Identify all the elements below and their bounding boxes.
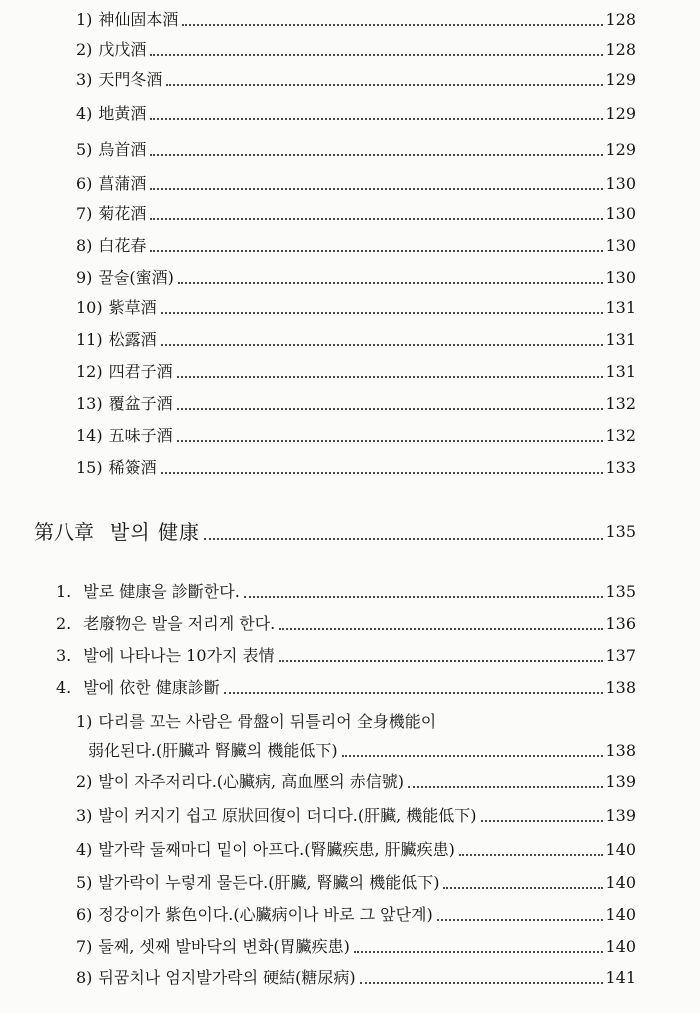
item-title: 발이 커지기 쉽고 原狀回復이 더디다.(肝臟, 機能低下) <box>98 806 477 825</box>
section-title: 발로 健康을 診斷한다. <box>83 582 240 601</box>
item-number: 3) <box>76 806 93 825</box>
dot-leader <box>161 343 604 346</box>
list-item <box>76 236 636 256</box>
section-item <box>56 678 636 698</box>
page-number: 138 <box>605 741 636 760</box>
section-number: 3. <box>56 646 72 665</box>
page-number: 131 <box>605 362 636 381</box>
dot-leader <box>354 950 604 953</box>
item-number: 7) <box>76 937 93 956</box>
dot-leader <box>443 886 603 889</box>
list-item <box>76 10 636 30</box>
dot-leader <box>279 659 604 662</box>
item-title: 松露酒 <box>108 330 157 349</box>
dot-leader <box>177 407 604 410</box>
page-number: 131 <box>605 330 636 349</box>
page-number: 129 <box>605 140 636 159</box>
item-title: 五味子酒 <box>108 426 173 445</box>
dot-leader <box>244 595 604 598</box>
subsection-item <box>76 840 636 860</box>
item-number: 5) <box>76 873 93 892</box>
item-title: 稀簽酒 <box>108 458 157 477</box>
page-number: 141 <box>605 968 636 987</box>
subsection-continuation <box>88 741 636 761</box>
dot-leader <box>161 311 604 314</box>
section-number: 1. <box>56 582 72 601</box>
subsection-item <box>76 968 636 988</box>
item-number: 2) <box>76 772 93 791</box>
item-number: 6) <box>76 905 93 924</box>
list-item <box>76 362 636 382</box>
dot-leader <box>161 471 604 474</box>
page-number: 129 <box>605 70 636 89</box>
dot-leader <box>177 375 604 378</box>
list-item <box>76 426 636 446</box>
dot-leader <box>437 918 604 921</box>
page-number: 140 <box>605 840 636 859</box>
chapter-label: 第八章 <box>34 520 94 544</box>
item-title: 覆盆子酒 <box>108 394 173 413</box>
list-item <box>76 40 636 60</box>
page-number: 129 <box>605 104 636 123</box>
item-number: 6) <box>76 174 93 193</box>
list-item <box>76 104 636 124</box>
page-number: 136 <box>605 614 636 633</box>
dot-leader <box>150 249 603 252</box>
dot-leader <box>150 117 603 120</box>
page-number: 133 <box>605 458 636 477</box>
section-title: 老廢物은 발을 저리게 한다. <box>83 614 276 633</box>
item-number: 14) <box>76 426 103 445</box>
item-title: 地黃酒 <box>98 104 147 123</box>
page-number: 135 <box>605 522 636 541</box>
item-number: 4) <box>76 104 93 123</box>
dot-leader <box>408 785 603 788</box>
chapter-title: 발의 健康 <box>110 520 200 544</box>
item-title: 다리를 꼬는 사람은 骨盤이 뒤틀리어 全身機能이 <box>98 712 437 731</box>
list-item <box>76 174 636 194</box>
item-title: 菖蒲酒 <box>98 174 147 193</box>
item-number: 1) <box>76 10 93 29</box>
item-number: 8) <box>76 236 93 255</box>
chapter-heading <box>34 520 636 544</box>
subsection-item <box>76 937 636 957</box>
list-item <box>76 458 636 478</box>
dot-leader <box>182 23 603 26</box>
item-title: 발이 자주저리다.(心臟病, 高血壓의 赤信號) <box>98 772 404 791</box>
dot-leader <box>342 754 604 757</box>
list-item <box>76 140 636 160</box>
page-number: 130 <box>605 174 636 193</box>
item-title: 戊戊酒 <box>98 40 147 59</box>
dot-leader <box>204 537 603 540</box>
item-number: 13) <box>76 394 103 413</box>
dot-leader <box>360 981 604 984</box>
item-number: 11) <box>76 330 103 349</box>
dot-leader <box>279 627 603 630</box>
section-item <box>56 582 636 602</box>
item-title: 紫草酒 <box>108 298 157 317</box>
item-number: 8) <box>76 968 93 987</box>
page-number: 137 <box>605 646 636 665</box>
page-number: 140 <box>605 937 636 956</box>
page-number: 131 <box>605 298 636 317</box>
subsection-item <box>76 905 636 925</box>
list-item <box>76 394 636 414</box>
item-title: 발가락이 누렇게 물든다.(肝臟, 腎臟의 機能低下) <box>98 873 440 892</box>
item-number: 3) <box>76 70 93 89</box>
list-item <box>76 204 636 224</box>
page-number: 130 <box>605 236 636 255</box>
item-number: 5) <box>76 140 93 159</box>
subsection-item <box>76 873 636 893</box>
item-title-continued: 弱化된다.(肝臟과 腎臟의 機能低下) <box>88 741 338 760</box>
section-number: 4. <box>56 678 72 697</box>
item-number: 7) <box>76 204 93 223</box>
item-number: 9) <box>76 268 93 287</box>
list-item <box>76 330 636 350</box>
item-title: 꿀술(蜜酒) <box>98 268 174 287</box>
section-item <box>56 614 636 634</box>
section-item <box>56 646 636 666</box>
item-number: 1) <box>76 712 93 731</box>
page-number: 130 <box>605 268 636 287</box>
item-title: 神仙固本酒 <box>98 10 179 29</box>
item-title: 菊花酒 <box>98 204 147 223</box>
item-number: 10) <box>76 298 103 317</box>
item-title: 烏首酒 <box>98 140 147 159</box>
dot-leader <box>150 53 603 56</box>
page-number: 135 <box>605 582 636 601</box>
page-number: 128 <box>605 40 636 59</box>
item-number: 12) <box>76 362 103 381</box>
item-title: 뒤꿈치나 엄지발가락의 硬結(糖尿病) <box>98 968 356 987</box>
page-number: 139 <box>605 772 636 791</box>
page-number: 138 <box>605 678 636 697</box>
dot-leader <box>150 187 603 190</box>
section-title: 발에 나타나는 10가지 表情 <box>83 646 275 665</box>
subsection-item <box>76 772 636 792</box>
list-item <box>76 298 636 318</box>
dot-leader <box>178 281 604 284</box>
item-title: 정강이가 紫色이다.(心臟病이나 바로 그 앞단계) <box>98 905 433 924</box>
dot-leader <box>481 819 604 822</box>
item-title: 발가락 둘째마디 밑이 아프다.(腎臟疾患, 肝臟疾患) <box>98 840 455 859</box>
item-number: 15) <box>76 458 103 477</box>
page-number: 128 <box>605 10 636 29</box>
list-item <box>76 268 636 288</box>
dot-leader <box>177 439 604 442</box>
dot-leader <box>459 853 604 856</box>
item-title: 天門冬酒 <box>98 70 163 89</box>
section-title: 발에 依한 健康診斷 <box>83 678 220 697</box>
dot-leader <box>150 153 603 156</box>
dot-leader <box>224 691 604 694</box>
page-number: 140 <box>605 905 636 924</box>
list-item <box>76 70 636 90</box>
section-number: 2. <box>56 614 72 633</box>
page-number: 140 <box>605 873 636 892</box>
subsection-item <box>76 806 636 826</box>
page-number: 139 <box>605 806 636 825</box>
item-title: 四君子酒 <box>108 362 173 381</box>
item-title: 둘째, 셋째 발바닥의 변화(胃臟疾患) <box>98 937 350 956</box>
item-number: 4) <box>76 840 93 859</box>
dot-leader <box>150 217 603 220</box>
page-number: 132 <box>605 426 636 445</box>
item-title: 白花春 <box>98 236 147 255</box>
page-number: 130 <box>605 204 636 223</box>
page-number: 132 <box>605 394 636 413</box>
item-number: 2) <box>76 40 93 59</box>
subsection-first-line <box>76 712 436 732</box>
dot-leader <box>166 83 603 86</box>
